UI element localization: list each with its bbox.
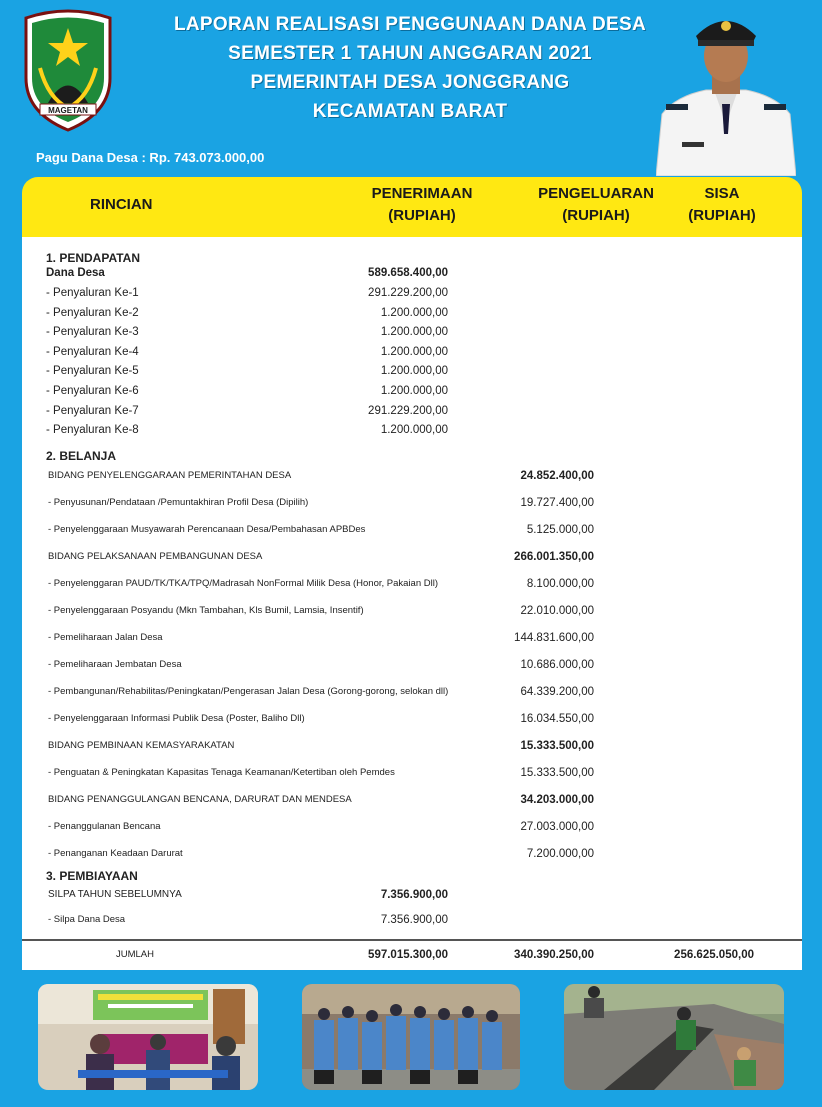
official-portrait — [656, 4, 796, 176]
title-line-4: KECAMATAN BARAT — [312, 101, 508, 122]
pagu-dana-desa: Pagu Dana Desa : Rp. 743.073.000,00 — [36, 150, 265, 165]
table-body: 1. PENDAPATAN Dana Desa 589.658.400,00 - Penyaluran Ke-1 291.229.200,00 - Penyaluran Ke-2 1.200.000,00 - Penyaluran Ke-3 1.200.000,00 - Penyaluran Ke-4 1.200.000,00 - Penyaluran Ke-5 1.200.000,00 - Penyaluran Ke-6 1.200.000,00 - Penyaluran Ke-7 291.229.200,00 - Penyaluran Ke-8 1.200.000,00 2. BELANJA BIDANG PENYELENGGARAAN PEMERINTAHAN DESA 24.852.400,00 - Penyusunan/Pendataan /Pemuntakhiran Profil Desa (Dipilih) 19.727.400,00 - Penyelenggaraan Musyawarah Perencanaan Desa/Pembahasan APBDes 5.125.000,00 BIDANG PELAKSANAAN PEMBANGUNAN DESA 266.001.350,00 - Penyelenggaran PAUD/TK/TKA/TPQ/Madrasah NonFormal Milik Desa (Honor, Pakaian Dll) 8.100.000,00 - Penyelenggaraan Posyandu (Mkn Tambahan, Kls Bumil, Lamsia, Insentif) 22.010.000,00 - Pemeliharaan Jalan Desa 144.831.600,00 - Pemeliharaan Jembatan Desa 10.686.000,00 - Pembangunan/Rehabilitas/Peningkatan/Pengerasan Jalan Desa (Gorong-gorong, selokan dll) 64.339.200,00 - Penyelenggaraan Informasi Publik Desa (Poster, Baliho Dll) 16.034.550,00 BIDANG PEMBINAAN KEMASYARAKATAN 15.333.500,00 - Penguatan & Peningkatan Kapasitas Tenaga Keamanan/Ketertiban oleh Pemdes 15.333.500,00 BIDANG PENANGGULANGAN BENCANA, DARURAT DAN MENDESA 34.203.000,00 - Penanggulanan Bencana 27.003.000,00 - Penanganan Keadaan Darurat 7.200.000,00 3. PEMBIAYAAN SILPA TAHUN SEBELUMNYA 7.356.900,00 - Silpa Dana Desa 7.356.900,00 JUMLAH 597.015.300,00 340.390.250,00 256.625.050,00 — [22, 237, 802, 970]
group-photo — [302, 984, 520, 1090]
logo-text: MAGETAN — [48, 106, 88, 115]
col-rincian: RINCIAN — [90, 196, 153, 213]
road-work-photo — [564, 984, 784, 1090]
meeting-photo — [38, 984, 258, 1090]
title-line-3: PEMERINTAH DESA JONGGRANG — [250, 72, 570, 93]
col-sisa: SISA (RUPIAH) — [688, 185, 756, 224]
col-pengeluaran: PENGELUARAN (RUPIAH) — [538, 185, 654, 224]
title-line-2: SEMESTER 1 TAHUN ANGGARAN 2021 — [228, 43, 592, 64]
report-title — [150, 10, 670, 126]
total-divider — [22, 939, 802, 941]
magetan-logo — [18, 8, 118, 133]
col-penerimaan: PENERIMAAN (RUPIAH) — [371, 185, 473, 224]
title-line-1: LAPORAN REALISASI PENGGUNAAN DANA DESA — [173, 14, 646, 35]
table-header — [22, 177, 802, 237]
